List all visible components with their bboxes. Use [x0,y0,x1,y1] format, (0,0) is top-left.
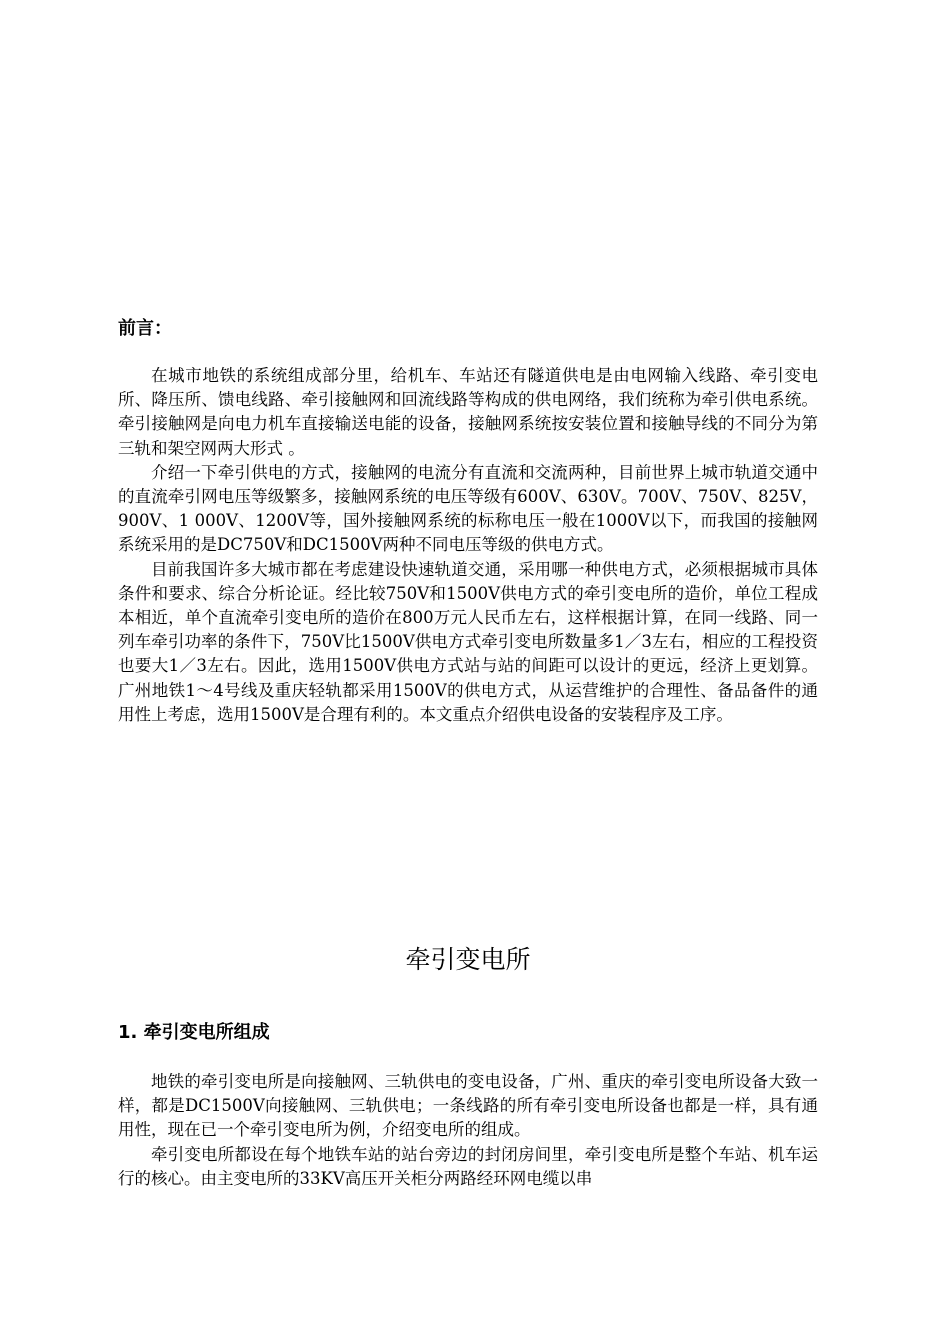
section-body [118,1070,818,1191]
preface-title: 前言： [118,318,172,339]
preface-body [118,364,818,727]
chapter-title: 牵引变电所 [405,945,531,974]
section-paragraph-1: 地铁的牵引变电所是向接触网、三轨供电的变电设备，广州、重庆的牵引变电所设备大致一样，都是DC1500V向接触网、三轨供电；一条线路的所有牵引变电所设备也都是一样，具有通用性，现在已一个牵引变电所为例，介绍变电所的组成。 [118,1072,818,1140]
preface-paragraph-2: 介绍一下牵引供电的方式，接触网的电流分有直流和交流两种，目前世界上城市轨道交通中的直流牵引网电压等级繁多，接触网系统的电压等级有600V、630V。700V、750V、825V，900V、1 000V、1200V等，国外接触网系统的标称电压一般在1000V以下，而我国的接触网系统采用的是DC750V和DC1500V两种不同电压等级的供电方式。 [118,462,818,555]
section-paragraph-2: 牵引变电所都设在每个地铁车站的站台旁边的封闭房间里，牵引变电所是整个车站、机车运行的核心。由主变电所的33KV高压开关柜分两路经环网电缆以串 [118,1144,818,1188]
preface-paragraph-3: 目前我国许多大城市都在考虑建设快速轨道交通，采用哪一种供电方式，必须根据城市具体条件和要求、综合分析论证。经比较750V和1500V供电方式的牵引变电所的造价，单位工程成本相近，单个直流牵引变电所的造价在800万元人民币左右，这样根据计算，在同一线路、同一列车牵引功率的条件下，750V比1500V供电方式牵引变电所数量多1／3左右，相应的工程投资也要大1／3左右。因此，选用1500V供电方式站与站的间距可以设计的更远，经济上更划算。广州地铁1～4号线及重庆轻轨都采用1500V的供电方式，从运营维护的合理性、备品备件的通用性上考虑，选用1500V是合理有利的。本文重点介绍供电设备的安装程序及工序。 [118,559,818,724]
preface-paragraph-1: 在城市地铁的系统组成部分里，给机车、车站还有隧道供电是由电网输入线路、牵引变电所、降压所、馈电线路、牵引接触网和回流线路等构成的供电网络，我们统称为牵引供电系统。牵引接触网是向电力机车直接输送电能的设备，接触网系统按安装位置和接触导线的不同分为第三轨和架空网两大形式 。 [118,366,818,458]
section-title: 1. 牵引变电所组成 [118,1022,270,1043]
